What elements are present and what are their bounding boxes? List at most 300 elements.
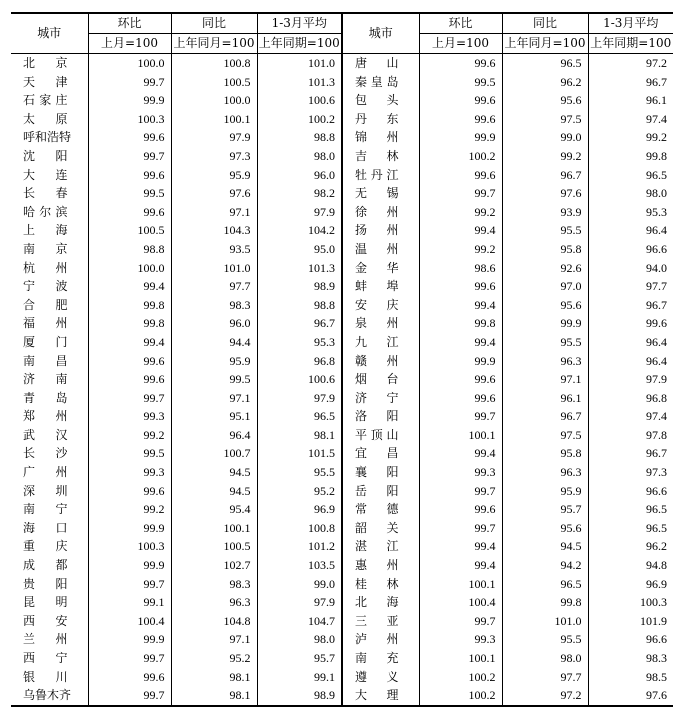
yoy-value-right: 94.5	[502, 537, 588, 556]
mom-value-left: 99.7	[88, 147, 171, 166]
mom-value-left: 99.6	[88, 370, 171, 389]
city-name-left: 乌鲁木齐	[11, 686, 88, 706]
avg-value-right: 98.5	[588, 668, 673, 687]
table-row	[11, 352, 673, 371]
yoy-value-left: 95.1	[171, 407, 257, 426]
yoy-value-left: 97.1	[171, 389, 257, 408]
header-yoy-right: 同比	[502, 13, 588, 34]
table-row	[11, 575, 673, 594]
mom-value-right: 99.6	[419, 370, 502, 389]
mom-value-right: 99.6	[419, 110, 502, 129]
city-name-left: 银川	[23, 669, 68, 684]
city-name-right: 泸州	[342, 630, 419, 649]
yoy-value-left: 98.3	[171, 296, 257, 315]
mom-value-right: 100.2	[419, 147, 502, 166]
yoy-value-right: 96.5	[502, 575, 588, 594]
header-avg-left: 1-3月平均	[257, 13, 342, 34]
avg-value-left: 99.1	[257, 668, 342, 687]
mom-value-left: 99.5	[88, 444, 171, 463]
avg-value-left: 95.0	[257, 240, 342, 259]
city-name-left: 长春	[23, 186, 68, 201]
mom-value-left: 100.3	[88, 110, 171, 129]
city-name-right: 南充	[342, 649, 419, 668]
avg-value-left: 98.0	[257, 147, 342, 166]
avg-value-right: 97.6	[588, 686, 673, 706]
table-row	[11, 73, 673, 92]
avg-value-right: 96.2	[588, 537, 673, 556]
yoy-value-left: 100.8	[171, 54, 257, 73]
avg-value-left: 98.1	[257, 426, 342, 445]
mom-value-right: 99.3	[419, 463, 502, 482]
avg-value-right: 98.3	[588, 649, 673, 668]
avg-value-left: 96.7	[257, 314, 342, 333]
avg-value-right: 98.0	[588, 184, 673, 203]
avg-value-left: 100.8	[257, 519, 342, 538]
yoy-value-left: 100.1	[171, 110, 257, 129]
city-name-left: 昆明	[23, 595, 68, 610]
city-name-right: 桂林	[342, 575, 419, 594]
yoy-value-right: 94.2	[502, 556, 588, 575]
table-row	[11, 482, 673, 501]
header-mom-base-right: 上月=100	[419, 34, 502, 54]
yoy-value-left: 97.6	[171, 184, 257, 203]
yoy-value-right: 95.5	[502, 221, 588, 240]
mom-value-right: 100.2	[419, 668, 502, 687]
header-yoy-base-left: 上年同月=100	[171, 34, 257, 54]
yoy-value-right: 96.5	[502, 54, 588, 73]
avg-value-left: 96.9	[257, 500, 342, 519]
mom-value-left: 99.4	[88, 333, 171, 352]
avg-value-left: 95.7	[257, 649, 342, 668]
mom-value-right: 99.4	[419, 221, 502, 240]
city-name-right: 九江	[342, 333, 419, 352]
avg-value-right: 101.9	[588, 612, 673, 631]
mom-value-left: 99.3	[88, 463, 171, 482]
yoy-value-right: 95.5	[502, 630, 588, 649]
table-row	[11, 649, 673, 668]
avg-value-right: 96.6	[588, 240, 673, 259]
mom-value-left: 99.9	[88, 91, 171, 110]
avg-value-right: 94.0	[588, 259, 673, 278]
city-name-left: 兰州	[23, 632, 68, 647]
yoy-value-left: 101.0	[171, 259, 257, 278]
city-name-right: 洛阳	[342, 407, 419, 426]
yoy-value-right: 96.1	[502, 389, 588, 408]
yoy-value-right: 99.9	[502, 314, 588, 333]
city-name-right: 平顶山	[342, 426, 419, 445]
city-name-right: 无锡	[342, 184, 419, 203]
avg-value-left: 101.3	[257, 73, 342, 92]
table-row	[11, 519, 673, 538]
yoy-value-left: 98.1	[171, 686, 257, 706]
avg-value-right: 96.6	[588, 630, 673, 649]
avg-value-right: 96.6	[588, 482, 673, 501]
yoy-value-left: 97.9	[171, 128, 257, 147]
city-name-right: 扬州	[342, 221, 419, 240]
header-avg-base-right: 上年同期=100	[588, 34, 673, 54]
mom-value-left: 99.5	[88, 184, 171, 203]
mom-value-right: 99.8	[419, 314, 502, 333]
avg-value-right: 97.4	[588, 110, 673, 129]
avg-value-left: 101.3	[257, 259, 342, 278]
city-name-left: 合肥	[23, 297, 68, 312]
city-name-left: 西宁	[23, 651, 68, 665]
city-name-left: 石家庄	[23, 93, 68, 108]
avg-value-left: 100.6	[257, 91, 342, 110]
price-index-table	[11, 12, 673, 707]
table-row	[11, 221, 673, 240]
table-row	[11, 314, 673, 333]
table-row	[11, 296, 673, 315]
mom-value-left: 99.6	[88, 203, 171, 222]
city-name-left: 深圳	[23, 483, 68, 498]
mom-value-left: 99.4	[88, 277, 171, 296]
yoy-value-right: 95.6	[502, 296, 588, 315]
table-row	[11, 612, 673, 631]
header-yoy-base-right: 上年同月=100	[502, 34, 588, 54]
mom-value-right: 99.6	[419, 389, 502, 408]
table-row	[11, 166, 673, 185]
avg-value-left: 104.2	[257, 221, 342, 240]
mom-value-right: 99.7	[419, 519, 502, 538]
mom-value-right: 99.6	[419, 54, 502, 73]
city-name-right: 常德	[342, 500, 419, 519]
avg-value-left: 98.9	[257, 277, 342, 296]
avg-value-right: 96.5	[588, 519, 673, 538]
header-mom-right: 环比	[419, 13, 502, 34]
city-name-left: 福州	[23, 316, 68, 331]
city-name-right: 遵义	[342, 668, 419, 687]
mom-value-left: 99.6	[88, 352, 171, 371]
city-name-right: 牡丹江	[342, 166, 419, 185]
city-name-right: 蚌埠	[342, 277, 419, 296]
mom-value-right: 99.6	[419, 166, 502, 185]
yoy-value-right: 95.8	[502, 444, 588, 463]
avg-value-right: 96.7	[588, 73, 673, 92]
avg-value-right: 96.9	[588, 575, 673, 594]
mom-value-right: 99.6	[419, 500, 502, 519]
table-row	[11, 630, 673, 649]
city-name-left: 青岛	[23, 390, 68, 405]
table-row	[11, 184, 673, 203]
avg-value-right: 96.8	[588, 389, 673, 408]
avg-value-left: 97.9	[257, 389, 342, 408]
header-yoy-left: 同比	[171, 13, 257, 34]
city-name-right: 烟台	[342, 370, 419, 389]
mom-value-left: 100.3	[88, 537, 171, 556]
city-name-left: 哈尔滨	[23, 204, 68, 219]
header-mom-left: 环比	[88, 13, 171, 34]
table-row	[11, 426, 673, 445]
city-name-right: 吉林	[342, 147, 419, 166]
avg-value-left: 104.7	[257, 612, 342, 631]
mom-value-left: 99.8	[88, 296, 171, 315]
avg-value-right: 96.4	[588, 221, 673, 240]
header-avg-base-left: 上年同期=100	[257, 34, 342, 54]
city-name-right: 济宁	[342, 389, 419, 408]
yoy-value-right: 96.2	[502, 73, 588, 92]
table-row	[11, 500, 673, 519]
mom-value-right: 99.4	[419, 296, 502, 315]
yoy-value-right: 95.5	[502, 333, 588, 352]
yoy-value-left: 94.5	[171, 482, 257, 501]
avg-value-right: 97.4	[588, 407, 673, 426]
city-name-left: 天津	[23, 74, 68, 89]
avg-value-left: 97.9	[257, 203, 342, 222]
table-row	[11, 537, 673, 556]
city-name-right: 三亚	[342, 612, 419, 631]
yoy-value-right: 97.5	[502, 110, 588, 129]
city-name-right: 岳阳	[342, 482, 419, 501]
yoy-value-left: 100.5	[171, 537, 257, 556]
yoy-value-left: 97.7	[171, 277, 257, 296]
yoy-value-right: 96.7	[502, 407, 588, 426]
mom-value-left: 100.4	[88, 612, 171, 631]
yoy-value-right: 95.6	[502, 91, 588, 110]
table-row	[11, 147, 673, 166]
mom-value-left: 99.7	[88, 73, 171, 92]
avg-value-right: 96.7	[588, 444, 673, 463]
mom-value-right: 98.6	[419, 259, 502, 278]
avg-value-left: 100.6	[257, 370, 342, 389]
avg-value-right: 96.7	[588, 296, 673, 315]
yoy-value-right: 95.8	[502, 240, 588, 259]
table-row	[11, 370, 673, 389]
mom-value-left: 99.6	[88, 128, 171, 147]
avg-value-left: 98.8	[257, 128, 342, 147]
avg-value-right: 96.1	[588, 91, 673, 110]
avg-value-left: 95.3	[257, 333, 342, 352]
city-name-right: 锦州	[342, 128, 419, 147]
avg-value-right: 97.3	[588, 463, 673, 482]
avg-value-left: 103.5	[257, 556, 342, 575]
mom-value-right: 100.1	[419, 575, 502, 594]
city-name-right: 大理	[342, 686, 419, 706]
mom-value-right: 99.6	[419, 91, 502, 110]
city-name-left: 上海	[23, 223, 68, 238]
yoy-value-left: 97.3	[171, 147, 257, 166]
yoy-value-left: 95.9	[171, 352, 257, 371]
yoy-value-right: 97.2	[502, 686, 588, 706]
city-name-left: 大连	[23, 167, 68, 182]
mom-value-left: 99.6	[88, 166, 171, 185]
table-row	[11, 259, 673, 278]
yoy-value-right: 97.0	[502, 277, 588, 296]
city-name-left: 济南	[23, 372, 68, 387]
yoy-value-right: 92.6	[502, 259, 588, 278]
mom-value-right: 99.7	[419, 482, 502, 501]
yoy-value-left: 99.5	[171, 370, 257, 389]
avg-value-left: 99.0	[257, 575, 342, 594]
avg-value-right: 99.6	[588, 314, 673, 333]
table-row	[11, 54, 673, 73]
mom-value-right: 99.2	[419, 203, 502, 222]
yoy-value-right: 95.7	[502, 500, 588, 519]
mom-value-right: 99.9	[419, 352, 502, 371]
city-name-left: 成都	[23, 558, 68, 573]
table-row	[11, 110, 673, 129]
header-mom-base-left: 上月=100	[88, 34, 171, 54]
city-name-right: 襄阳	[342, 463, 419, 482]
mom-value-right: 100.2	[419, 686, 502, 706]
avg-value-right: 96.4	[588, 333, 673, 352]
yoy-value-right: 98.0	[502, 649, 588, 668]
yoy-value-right: 97.6	[502, 184, 588, 203]
city-name-right: 安庆	[342, 296, 419, 315]
table-row	[11, 556, 673, 575]
table-row	[11, 668, 673, 687]
yoy-value-left: 96.4	[171, 426, 257, 445]
avg-value-right: 99.2	[588, 128, 673, 147]
mom-value-right: 100.1	[419, 426, 502, 445]
mom-value-left: 99.7	[88, 686, 171, 706]
avg-value-left: 96.8	[257, 352, 342, 371]
city-name-left: 北京	[23, 56, 68, 70]
table-row	[11, 389, 673, 408]
mom-value-left: 99.7	[88, 649, 171, 668]
city-name-left: 长沙	[23, 446, 68, 461]
yoy-value-right: 97.1	[502, 370, 588, 389]
mom-value-right: 99.4	[419, 556, 502, 575]
mom-value-right: 99.3	[419, 630, 502, 649]
city-name-left: 沈阳	[23, 148, 68, 163]
yoy-value-left: 95.2	[171, 649, 257, 668]
mom-value-left: 98.8	[88, 240, 171, 259]
yoy-value-left: 95.4	[171, 500, 257, 519]
avg-value-right: 97.8	[588, 426, 673, 445]
table-row	[11, 128, 673, 147]
mom-value-left: 99.6	[88, 668, 171, 687]
mom-value-right: 99.2	[419, 240, 502, 259]
yoy-value-left: 102.7	[171, 556, 257, 575]
mom-value-right: 99.9	[419, 128, 502, 147]
city-name-left: 海口	[23, 520, 68, 535]
header-city-right: 城市	[342, 13, 419, 54]
city-name-left: 厦门	[23, 334, 68, 349]
table-row	[11, 686, 673, 706]
header-avg-right: 1-3月平均	[588, 13, 673, 34]
city-name-left: 郑州	[23, 409, 68, 424]
mom-value-left: 99.1	[88, 593, 171, 612]
city-name-left: 宁波	[23, 279, 68, 294]
yoy-value-left: 98.1	[171, 668, 257, 687]
avg-value-left: 95.2	[257, 482, 342, 501]
yoy-value-right: 99.0	[502, 128, 588, 147]
city-name-left: 南宁	[23, 502, 68, 517]
city-name-right: 温州	[342, 240, 419, 259]
city-name-right: 丹东	[342, 110, 419, 129]
header-city-left: 城市	[11, 13, 88, 54]
avg-value-right: 94.8	[588, 556, 673, 575]
table-row	[11, 91, 673, 110]
avg-value-left: 101.0	[257, 54, 342, 73]
avg-value-left: 95.5	[257, 463, 342, 482]
city-name-right: 赣州	[342, 352, 419, 371]
city-name-right: 徐州	[342, 203, 419, 222]
yoy-value-right: 96.3	[502, 352, 588, 371]
city-name-right: 韶关	[342, 519, 419, 538]
table-row	[11, 333, 673, 352]
city-name-left: 重庆	[23, 539, 68, 554]
yoy-value-right: 101.0	[502, 612, 588, 631]
yoy-value-left: 96.0	[171, 314, 257, 333]
yoy-value-right: 95.9	[502, 482, 588, 501]
avg-value-right: 96.5	[588, 166, 673, 185]
mom-value-left: 99.8	[88, 314, 171, 333]
table-row	[11, 593, 673, 612]
city-name-right: 惠州	[342, 556, 419, 575]
city-name-right: 秦皇岛	[342, 73, 419, 92]
city-name-right: 金华	[342, 259, 419, 278]
mom-value-right: 99.7	[419, 407, 502, 426]
yoy-value-left: 100.7	[171, 444, 257, 463]
table-row	[11, 203, 673, 222]
table-row	[11, 444, 673, 463]
mom-value-left: 99.7	[88, 389, 171, 408]
table-body	[11, 54, 673, 706]
avg-value-left: 101.2	[257, 537, 342, 556]
avg-value-left: 97.9	[257, 593, 342, 612]
mom-value-right: 100.4	[419, 593, 502, 612]
city-name-left: 杭州	[23, 260, 68, 275]
avg-value-left: 101.5	[257, 444, 342, 463]
city-name-right: 包头	[342, 91, 419, 110]
mom-value-left: 100.0	[88, 259, 171, 278]
city-name-right: 宜昌	[342, 444, 419, 463]
yoy-value-left: 94.5	[171, 463, 257, 482]
mom-value-left: 99.2	[88, 500, 171, 519]
yoy-value-right: 96.7	[502, 166, 588, 185]
avg-value-left: 96.0	[257, 166, 342, 185]
yoy-value-right: 96.3	[502, 463, 588, 482]
avg-value-left: 98.2	[257, 184, 342, 203]
mom-value-left: 99.9	[88, 630, 171, 649]
table-row	[11, 407, 673, 426]
yoy-value-right: 97.5	[502, 426, 588, 445]
avg-value-left: 98.9	[257, 686, 342, 706]
table-row	[11, 240, 673, 259]
avg-value-left: 100.2	[257, 110, 342, 129]
yoy-value-left: 96.3	[171, 593, 257, 612]
yoy-value-left: 97.1	[171, 203, 257, 222]
city-name-right: 泉州	[342, 314, 419, 333]
city-name-left: 呼和浩特	[23, 130, 72, 145]
yoy-value-right: 93.9	[502, 203, 588, 222]
mom-value-right: 100.1	[419, 649, 502, 668]
yoy-value-left: 94.4	[171, 333, 257, 352]
mom-value-left: 100.0	[88, 54, 171, 73]
city-name-right: 北海	[342, 593, 419, 612]
mom-value-right: 99.6	[419, 277, 502, 296]
mom-value-right: 99.4	[419, 333, 502, 352]
mom-value-right: 99.4	[419, 537, 502, 556]
mom-value-right: 99.7	[419, 184, 502, 203]
avg-value-right: 97.7	[588, 277, 673, 296]
yoy-value-right: 95.6	[502, 519, 588, 538]
yoy-value-left: 97.1	[171, 630, 257, 649]
price-index-table-container	[11, 12, 673, 707]
avg-value-right: 95.3	[588, 203, 673, 222]
mom-value-left: 99.3	[88, 407, 171, 426]
mom-value-left: 99.9	[88, 556, 171, 575]
yoy-value-left: 104.3	[171, 221, 257, 240]
avg-value-left: 98.8	[257, 296, 342, 315]
avg-value-right: 100.3	[588, 593, 673, 612]
yoy-value-right: 99.2	[502, 147, 588, 166]
avg-value-right: 99.8	[588, 147, 673, 166]
mom-value-right: 99.5	[419, 73, 502, 92]
yoy-value-left: 104.8	[171, 612, 257, 631]
